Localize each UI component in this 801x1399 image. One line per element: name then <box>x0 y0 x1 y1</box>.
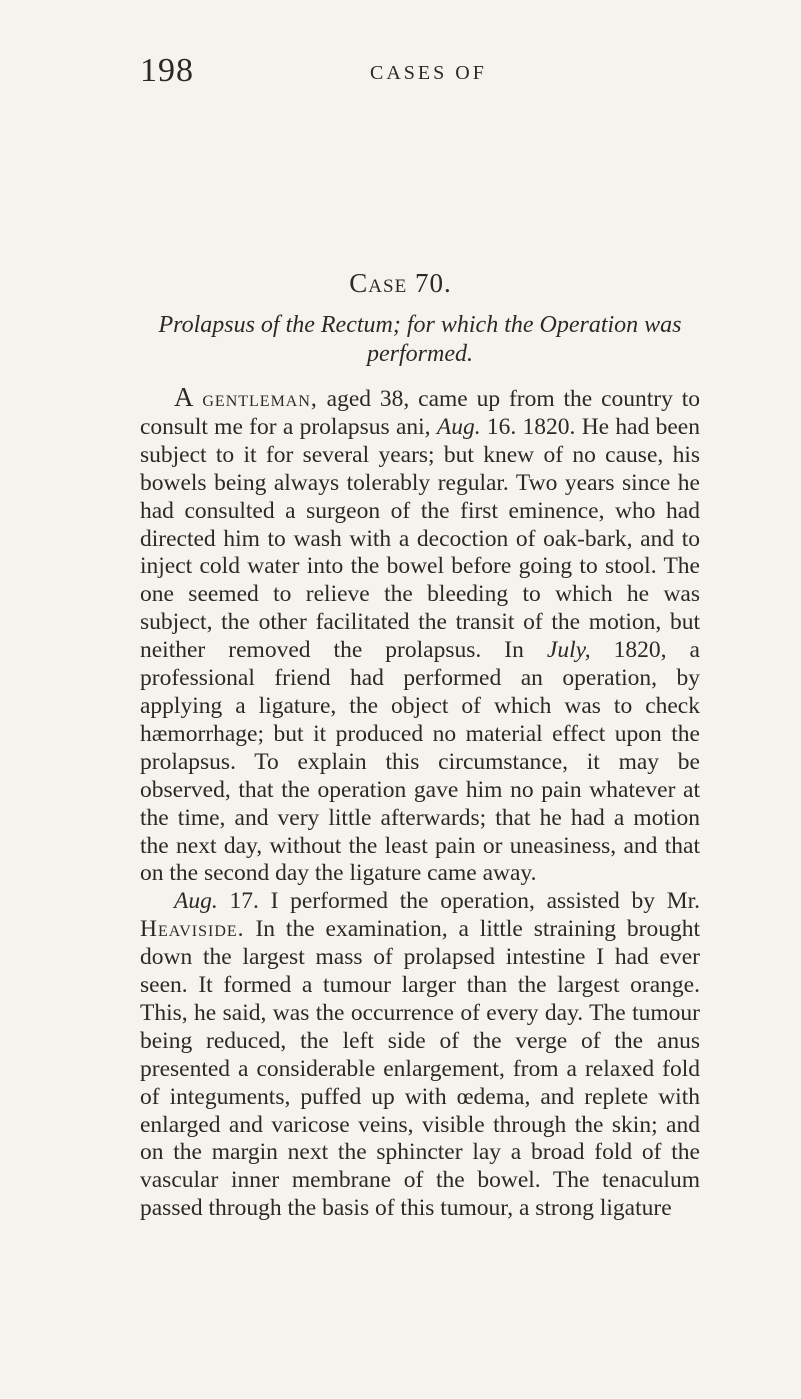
paragraph-2-text-b: In the examination, a little straining brought down the largest mass of prolapsed intestine I had ever seen. It formed a tumour larger than the largest orange. This, he said, was the occurrence of every day. The tumour being reduced, the left side of the verge of the anus presented a considerable enlargement, from a relaxed fold of integuments, puffed up with œdema, and replete with enlarged and varicose veins, visible through the skin; and on the margin next the sphincter lay a broad fold of the vascular inner membrane of the bowel. The tenaculum passed through the basis of this tumour, a strong ligature <box>140 916 700 1222</box>
assistant-name: Heaviside. <box>140 916 245 943</box>
body-text <box>140 384 700 1223</box>
paragraph-1-text-c: 1820, a professional friend had performed an operation, by applying a ligature, the object of which was to check hæmorrhage; but it produced no material effect upon the prolapsus. To explain this circumstance, it may be observed, that the operation gave him no pain whatever at the time, and very little afterwards; that he had a motion the next day, without the least pain or uneasiness, and that on the second day the ligature came away. <box>140 637 700 887</box>
case-subtitle: Prolapsus of the Rectum; for which the Operation was performed. <box>158 312 682 367</box>
date-aug-17: Aug. <box>174 888 218 915</box>
running-head <box>140 52 700 92</box>
paragraph-1-text-a: aged 38, came up from the country to consult me for a prolapsus ani, <box>140 386 701 440</box>
date-aug: Aug. <box>436 413 481 440</box>
paragraph-2 <box>140 888 700 1223</box>
case-title: Case 70. <box>349 268 452 298</box>
initial-letter: A <box>174 382 194 412</box>
page-number: 198 <box>140 52 194 89</box>
running-title: CASES OF <box>370 62 487 84</box>
paragraph-1 <box>140 384 700 888</box>
paragraph-2-text-a: 17. I performed the operation, assisted by Mr. <box>217 888 700 915</box>
date-july: July, <box>546 637 591 664</box>
paragraph-1-text-b: 16. 1820. He had been subject to it for several years; but knew of no cause, his bowels being always tolerably regular. Two years since he had consulted a surgeon of the first eminence, who had directed him to wash with a decoction of oak-bark, and to inject cold water into the bowel before going to stool. The one seemed to relieve the bleeding to which he was subject, the other facilitated the transit of the motion, but neither removed the prolapsus. In <box>140 413 700 664</box>
opening-small-caps: gentleman, <box>202 386 318 412</box>
